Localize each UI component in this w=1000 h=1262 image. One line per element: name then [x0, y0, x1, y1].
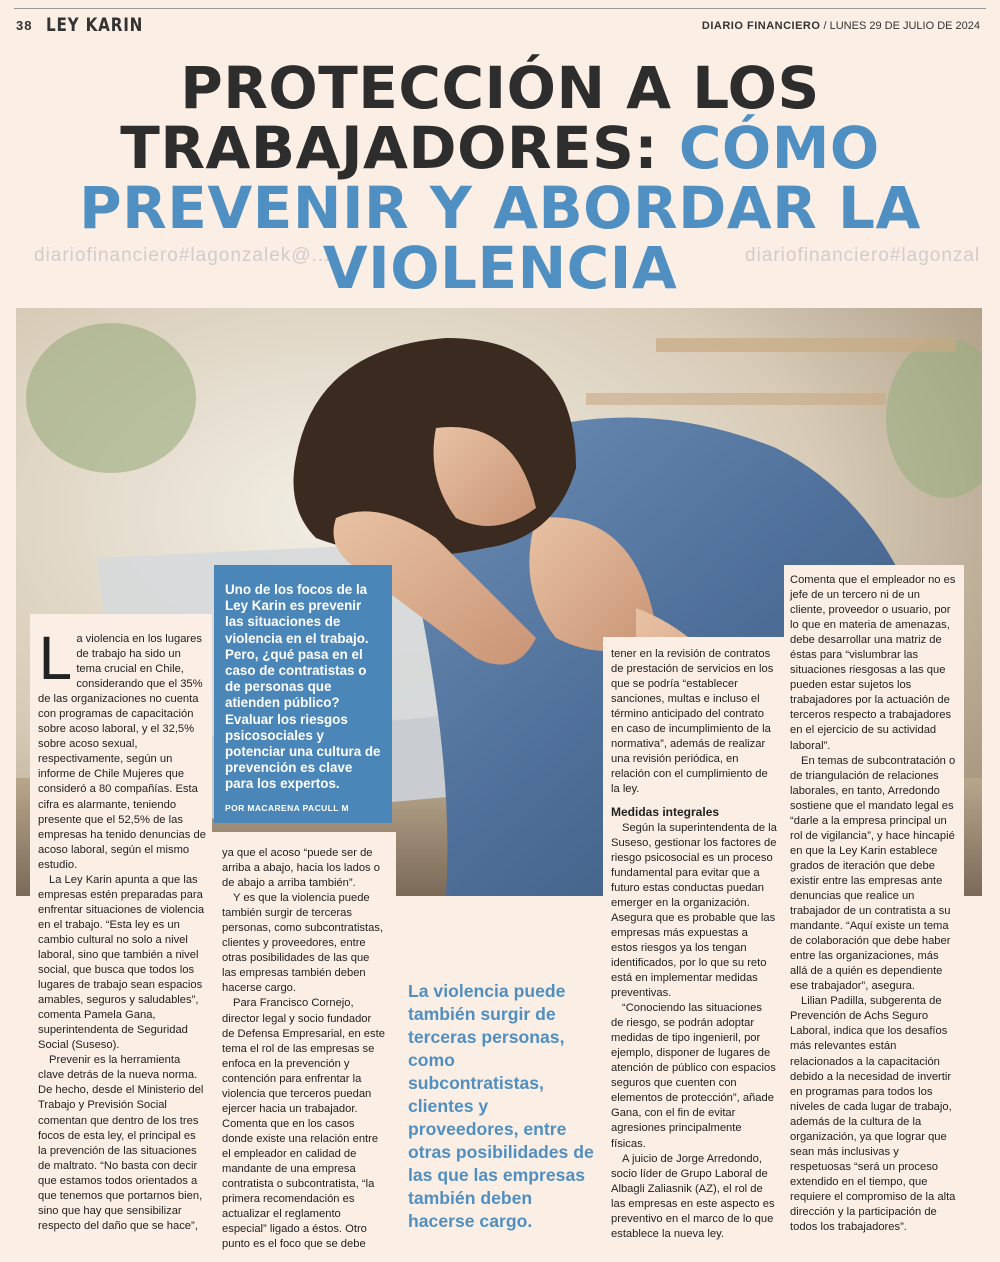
subheading: Medidas integrales [611, 805, 720, 820]
paragraph: Para Francisco Cornejo, director legal y socio fundador de Defensa Empresarial, en este tema el rol de las empresas se enfoca en la prevención y contención para enfrentar la violencia que terceros puedan ejercer hacia un trabajador. Comenta que en los casos donde existe una relación entre el empleador en calidad de mandante de una empresa contratista o subcontratista, “la primera recomendación es actualizar el reglamento especial” ligado a éstos. Otro punto es el foco que se debe [222, 997, 385, 1251]
paragraph: La Ley Karin apunta a que las empresas estén preparadas para enfrentar situaciones de violencia en el trabajo. “Esta ley es un cambio cultural no solo a nivel laboral, sino que también a nivel social, que busca que todos los lugares de trabajo sean espacios amables, seguros y saludables”, comenta Pamela Gana, superintendenta de Seguridad Social (Suseso). [38, 873, 205, 1052]
watermark-left: diariofinanciero#lagonzalek@... [34, 245, 331, 266]
article-column-5 [784, 565, 964, 1262]
headline-line-2-dark: TRABAJADORES: [120, 114, 659, 182]
paragraph: tener en la revisión de contratos de prestación de servicios en los que se podría “establecer sanciones, multas e incluso el término anticipado del contrato en caso de incumplimiento de la normativa”, además de realizar una revisión periódica, en relación con el cumplimiento de la ley. [611, 648, 774, 796]
paragraph: Según la superintendenta de la Suseso, gestionar los factores de riesgo psicosocial es un proceso fundamental para evitar que a futuro estas conductas puedan emerger en la organización. Asegura que es probable que las empresas más expuestas a estos riesgos ya los tengan identificados, por lo que su reto está en implementar medidas preventivas. [611, 821, 777, 1000]
paragraph: Lilian Padilla, subgerenta de Prevención de Achs Seguro Laboral, indica que los desafíos más relevantes están relacionados a la capacitación debido a la necesidad de invertir en programas para todos los niveles de cada lugar de trabajo, además de la cultura de la organización, ya que lograr que sean más inclusivas y respetuosas “será un proceso extendido en el tiempo, que requiere el compromiso de la alta dirección y la participación de todos los trabajadores”. [790, 995, 956, 1234]
pull-quote [396, 896, 603, 1262]
headline-line-3: PREVENIR Y ABORDAR LA [79, 174, 921, 242]
headline-line-4: VIOLENCIA [322, 234, 678, 302]
publication-name: DIARIO FINANCIERO [701, 20, 821, 32]
issue-date: / LUNES 29 DE JULIO DE 2024 [823, 20, 980, 32]
header-rule [14, 8, 986, 9]
lead-text: Uno de los focos de la Ley Karin es prevenir las situaciones de violencia en el trabajo. Pero, ¿qué pasa en el caso de contratistas o de personas que atienden público? Evaluar los riesgos psicosociales y potenciar una cultura de prevención es clave para los expertos. [225, 582, 381, 792]
article-column-1 [30, 614, 212, 1262]
article-column-2 [212, 832, 396, 1262]
article-column-4 [603, 637, 785, 1262]
paragraph: Comenta que el empleador no es jefe de un tercero ni de un cliente, proveedor o usuario, por lo que en materia de amenazas, debe desarrollar una matriz de éstas para “vislumbrar las situaciones riesgosas a las que pueden estar sujetos los trabajadores por la actuación de terceros respecto a trabajadores en el ejercicio de su actividad laboral”. [790, 574, 956, 752]
pull-quote-text: La violencia puede también surgir de terceras personas, como subcontratistas, clientes y proveedores, entre otras posibilidades de las que las empresas también deben hacerse cargo. [408, 981, 594, 1231]
paragraph: ya que el acoso “puede ser de arriba a abajo, hacia los lados o de abajo a arriba también”. [222, 847, 380, 890]
byline: POR MACARENA PACULL M [225, 802, 349, 813]
blurred-shelf-bottom [586, 393, 886, 405]
watermark-right: diariofinanciero#lagonzal [745, 245, 981, 266]
paragraph: “Conociendo las situaciones de riesgo, se podrán adoptar medidas de tipo ingenieril, por ejemplo, disponer de lugares de atención de público con espacios seguros que cuenten con elementos de protección”, añade Gana, con el fin de evitar agresiones principalmente físicas. [611, 1002, 776, 1150]
headline-line-1: PROTECCIÓN A LOS [180, 54, 820, 122]
paragraph: En temas de subcontratación o de triangulación de relaciones laborales, en tanto, Arredondo sostiene que el mandato legal es “darle a la empresa principal un rol de vigilancia”, y hace hincapié en que la Ley Karin establece grados de iteración que debe existir entre las empresas ante denuncias que realice un trabajador de un contratista a su mandante. “Aquí existe un tema de colaboración que debe haber entre las organizaciones, más allá de a quién es dependiente ese trabajador”, asegura. [790, 754, 956, 993]
section-name: LEY KARIN [46, 14, 144, 36]
headline-line-2-blue: CÓMO [678, 114, 880, 182]
blurred-shelf-top [656, 338, 956, 352]
paragraph: A juicio de Jorge Arredondo, socio líder de Grupo Laboral de Albagli Zaliasnik (AZ), el rol de las empresas en este aspecto es preventivo en el marco de lo que establece la nueva ley. [611, 1152, 775, 1240]
masthead [702, 20, 980, 32]
lead-box [214, 565, 392, 823]
page-number: 38 [16, 18, 33, 33]
blurred-plant-left [26, 323, 196, 473]
drop-cap: L [38, 625, 71, 693]
paragraph: Prevenir es la herramienta clave detrás de la nueva norma. De hecho, desde el Ministerio del Trabajo y Previsión Social comentan que dentro de los tres focos de esta ley, el principal es la prevención de las situaciones de maltrato. “No basta con decir que estamos todos orientados a que tenemos que portarnos bien, sino que hay que sensibilizar respecto del daño que se hace”, [38, 1054, 204, 1232]
paragraph: La violencia en los lugares de trabajo ha sido un tema crucial en Chile, considerando que el 35% de las organizaciones no cuenta con programas de capacitación sobre acoso laboral, y el 32,5% sobre acoso sexual, respectivamente, según un informe de Chile Mujeres que consideró a 80 compañías. Esta cifra es alarmante, teniendo presente que el 52,5% de las empresas ha tenido denuncias de acoso laboral, según el mismo estudio. [38, 625, 206, 871]
paragraph: Y es que la violencia puede también surgir de terceras personas, como subcontratistas, clientes y proveedores, entre otras posibilidades de las que las empresas también deben hacerse cargo. [222, 892, 384, 995]
